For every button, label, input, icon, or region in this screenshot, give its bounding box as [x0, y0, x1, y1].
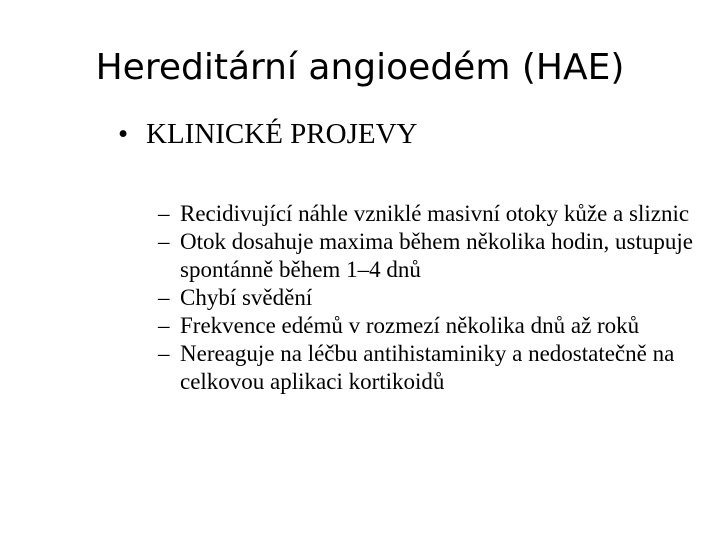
list-item-text: Recidivující náhle vzniklé masivní otoky kůže a sliznic — [180, 201, 690, 226]
list-item-text: Frekvence edémů v rozmezí několika dnů až roků — [180, 313, 640, 338]
bullet-icon: • — [118, 118, 129, 150]
symptom-list — [158, 200, 708, 396]
slide-title: Hereditární angioedém (HAE) — [95, 47, 625, 88]
list-item-text: Nereaguje na léčbu antihistaminiky a nedostatečně na celkovou aplikaci kortikoidů — [180, 341, 675, 394]
dash-icon: – — [158, 341, 170, 366]
dash-icon: – — [158, 313, 170, 338]
dash-icon: – — [158, 285, 170, 310]
section-heading: KLINICKÉ PROJEVY — [146, 118, 418, 150]
dash-icon: – — [158, 229, 170, 254]
list-item-text: Otok dosahuje maxima během několika hodin, ustupuje spontánně během 1–4 dnů — [180, 229, 693, 282]
list-item — [158, 284, 708, 312]
section-bullet — [118, 116, 417, 152]
list-item — [158, 340, 708, 396]
list-item — [158, 228, 708, 284]
list-item — [158, 200, 708, 228]
list-item-text: Chybí svědění — [180, 285, 313, 310]
dash-icon: – — [158, 201, 170, 226]
list-item — [158, 312, 708, 340]
